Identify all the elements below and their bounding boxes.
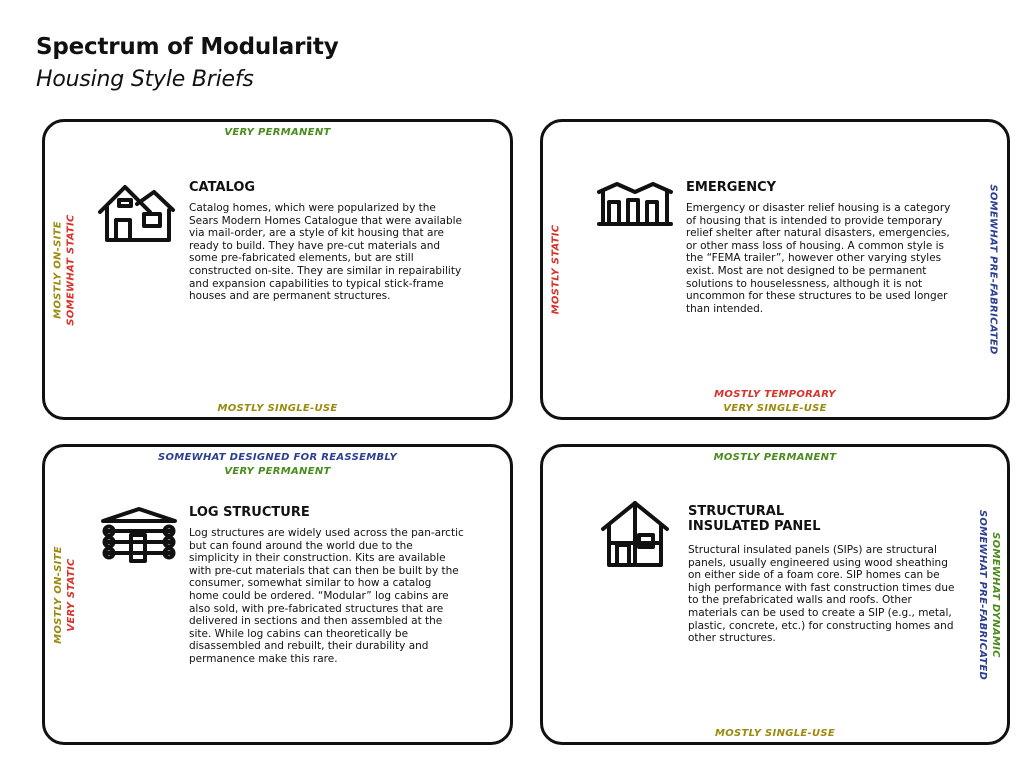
card-title: EMERGENCY bbox=[686, 180, 777, 195]
label-permanence: MOSTLY PERMANENT bbox=[713, 452, 837, 463]
side-labels-left bbox=[48, 447, 82, 742]
card-description: Emergency or disaster relief housing is a category of housing that is intended to provide temporary relief shelter after natural disasters, emergencies, or other mass loss of housing. A common style is the “FEMA trailer”, however other varying styles exist. Most are not designed to be permanent solutions to houselessness, although it is not uncommon for these structures to be used longer than intended. bbox=[686, 202, 951, 315]
label-reuse: VERY SINGLE-USE bbox=[723, 403, 827, 414]
label-location: SOMEWHAT PRE-FABRICATED bbox=[977, 509, 988, 680]
card-title-line-1: STRUCTURAL bbox=[688, 504, 785, 519]
label-location: MOSTLY ON-SITE bbox=[53, 545, 64, 644]
label-reuse: MOSTLY SINGLE-USE bbox=[714, 728, 836, 739]
side-labels-left bbox=[48, 122, 82, 417]
label-dynamics: SOMEWHAT DYNAMIC bbox=[990, 531, 1001, 658]
label-permanence: MOSTLY TEMPORARY bbox=[714, 389, 836, 400]
label-permanence: VERY PERMANENT bbox=[224, 127, 331, 138]
card-title: LOG STRUCTURE bbox=[189, 505, 310, 520]
card-description: Log structures are widely used across the pan-arctic but can found around the world due to the simplicity in their construction. Kits are available with pre-cut materials that can then be built by the consumer, somewhat similar to how a catalog home could be ordered. “Modular” log cabins are also sold, with pre-fabricated structures that are delivered in sections and then assembled at the site. While log cabins can theoretically be disassembled and rebuilt, their durability and permanence make this rare. bbox=[189, 527, 464, 665]
page-subtitle: Housing Style Briefs bbox=[36, 67, 254, 92]
page-title: Spectrum of Modularity bbox=[36, 34, 339, 60]
card-description: Structural insulated panels (SIPs) are structural panels, usually engineered using wood sheathing on either side of a foam core. SIP homes can be high performance with fast construction times due to the prefabricated walls and roofs. Other materials can be used to create a SIP (e.g., metal, plastic, concrete, etc.) for constructing homes and other structures. bbox=[688, 544, 955, 645]
card-title-line-2: INSULATED PANEL bbox=[688, 519, 821, 534]
side-labels-right bbox=[979, 122, 1007, 417]
side-labels-right bbox=[971, 447, 1007, 742]
trailer-icon bbox=[595, 178, 675, 228]
card-structural-insulated-panel bbox=[540, 444, 1010, 745]
card-title bbox=[688, 504, 820, 534]
card-emergency bbox=[540, 119, 1010, 420]
label-reuse: MOSTLY SINGLE-USE bbox=[217, 403, 338, 414]
label-dynamics: MOSTLY STATIC bbox=[550, 224, 562, 315]
label-location: MOSTLY ON-SITE bbox=[53, 220, 65, 319]
card-title: CATALOG bbox=[189, 180, 256, 195]
house-icon bbox=[97, 182, 177, 244]
label-dynamics: VERY STATIC bbox=[66, 557, 77, 632]
label-reassembly: SOMEWHAT DESIGNED FOR REASSEMBLY bbox=[157, 452, 398, 463]
label-dynamics: SOMEWHAT STATIC bbox=[66, 213, 78, 326]
side-labels-left bbox=[543, 122, 569, 417]
label-location: SOMEWHAT PRE-FABRICATED bbox=[987, 184, 999, 355]
label-permanence: VERY PERMANENT bbox=[224, 466, 331, 477]
card-description: Catalog homes, which were popularized by the Sears Modern Homes Catalogue that were available via mail-order, are a style of kit housing that are ready to build. They have pre-cut materials and some pre-fabricated elements, but are still constructed on-site. They are similar in repairability and expansion capabilities to typical stick-frame houses and are permanent structures. bbox=[189, 202, 462, 303]
log-cabin-icon bbox=[99, 505, 179, 565]
card-catalog bbox=[42, 119, 513, 420]
card-log-structure bbox=[42, 444, 513, 745]
panel-house-icon bbox=[599, 499, 671, 569]
